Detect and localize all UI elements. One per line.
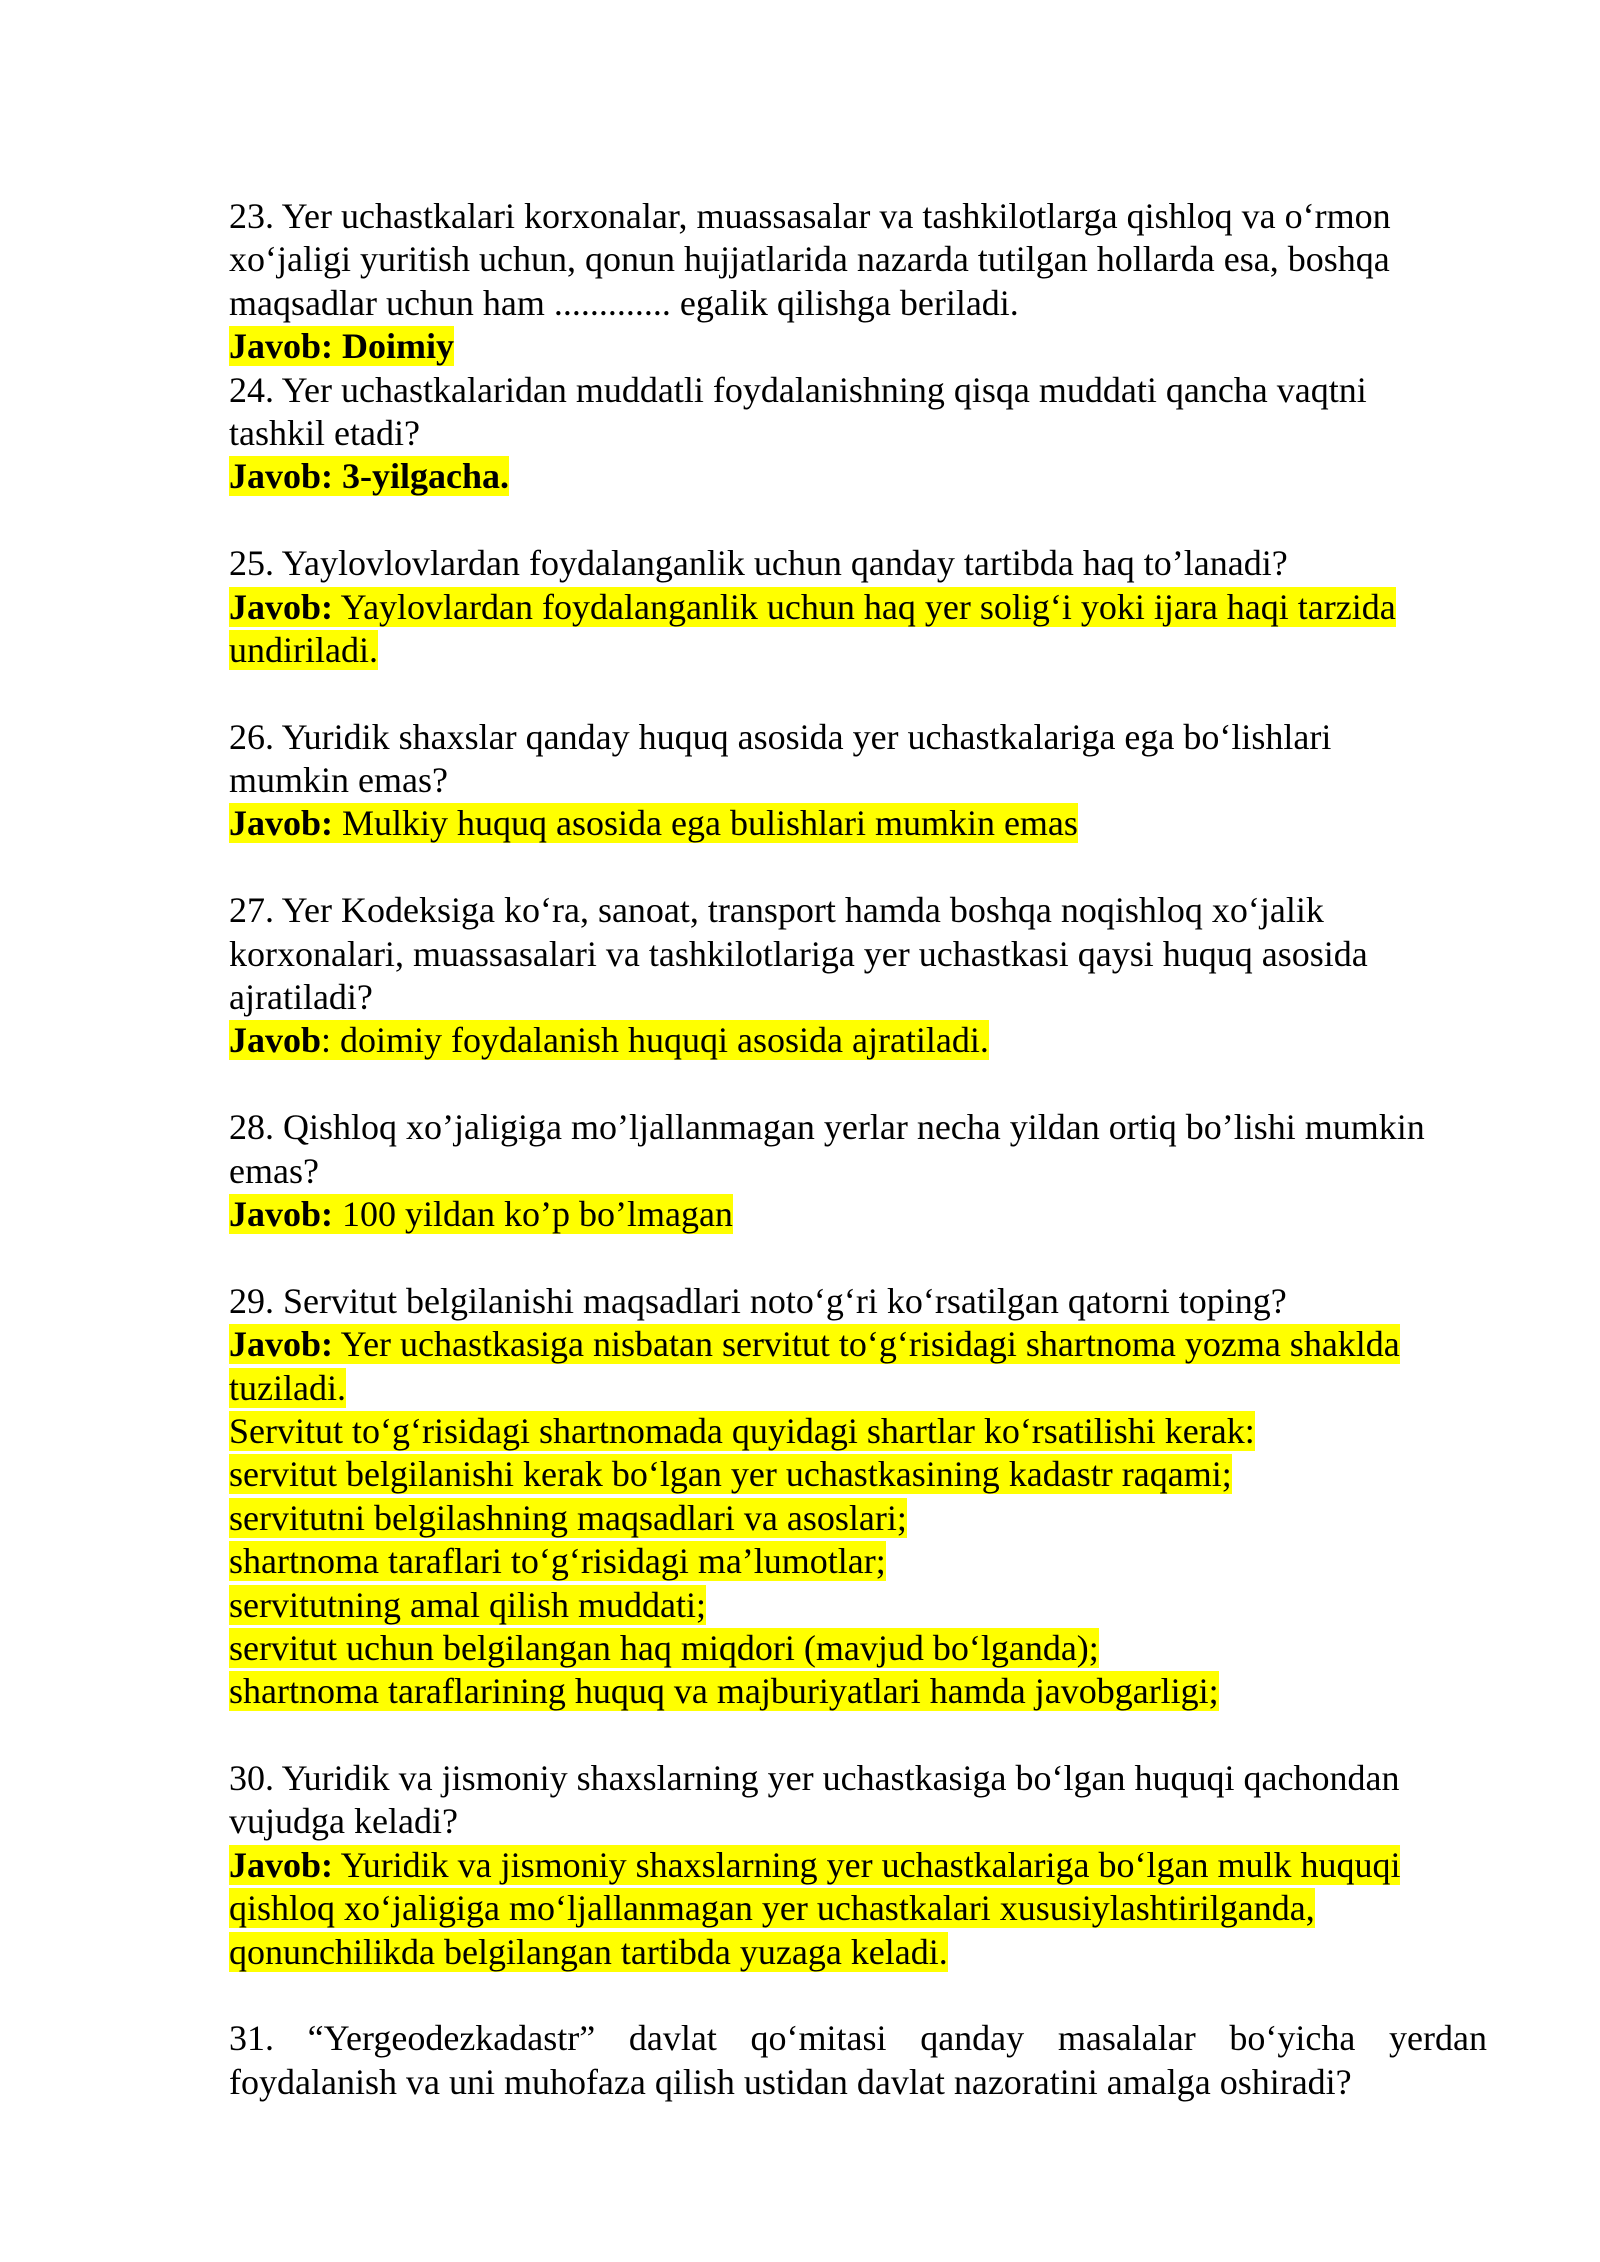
question-23-line-3: maqsadlar uchun ham ............. egalik qilishga beriladi. — [229, 282, 1019, 323]
answer-26-line-1 — [229, 802, 1487, 845]
answer-label: Javob: — [229, 586, 334, 627]
question-28-line-2: emas? — [229, 1150, 319, 1191]
spacer — [229, 846, 1487, 889]
question-29-line-1: 29. Servitut belgilanishi maqsadlari noto‘g‘ri ko‘rsatilgan qatorni toping? — [229, 1280, 1287, 1321]
answer-29-line-8 — [229, 1627, 1487, 1670]
answer-30-text-3: qonunchilikda belgilangan tartibda yuzaga keladi. — [229, 1931, 948, 1972]
answer-28-line-1 — [229, 1193, 1487, 1236]
answer-23 — [229, 325, 1487, 368]
answer-29-text-5: servitutni belgilashning maqsadlari va asoslari; — [229, 1497, 907, 1538]
question-31-line-1: 31. “Yergeodezkadastr” davlat qo‘mitasi qanday masalalar bo‘yicha yerdan — [229, 2018, 1487, 2059]
question-27-line-3: ajratiladi? — [229, 977, 373, 1018]
answer-25-line-1 — [229, 586, 1487, 629]
answer-label: Javob: — [229, 1324, 334, 1365]
question-23-line-2: xo‘jaligi yuritish uchun, qonun hujjatlarida nazarda tutilgan hollarda esa, boshqa — [229, 239, 1390, 280]
answer-26-text-1: Mulkiy huquq asosida ega bulishlari mumkin emas — [333, 803, 1078, 844]
answer-29-line-6 — [229, 1540, 1487, 1583]
answer-29-line-7 — [229, 1584, 1487, 1627]
answer-24 — [229, 455, 1487, 498]
answer-30-line-2 — [229, 1887, 1487, 1930]
spacer — [229, 1236, 1487, 1279]
question-23-line-1: 23. Yer uchastkalari korxonalar, muassasalar va tashkilotlarga qishloq va o‘rmon — [229, 196, 1391, 236]
answer-29-text-2: tuziladi. — [229, 1367, 346, 1408]
question-30-line-2: vujudga keladi? — [229, 1801, 458, 1842]
answer-23-text: Javob: Doimiy — [229, 326, 454, 367]
answer-25-text-1: Yaylovlardan foydalanganlik uchun haq yer solig‘i yoki ijara haqi tarzida — [333, 586, 1396, 627]
question-28-line-1: 28. Qishloq xo’jaligiga mo’ljallanmagan yerlar necha yildan ortiq bo’lishi mumkin — [229, 1107, 1425, 1148]
question-27-line-2: korxonalari, muassasalari va tashkilotlariga yer uchastkasi qaysi huquq asosida — [229, 933, 1368, 974]
answer-29-text-6: shartnoma taraflari to‘g‘risidagi ma’lumotlar; — [229, 1541, 886, 1582]
answer-25-line-2 — [229, 629, 1487, 672]
question-25-line-1: 25. Yaylovlovlardan foydalanganlik uchun qanday tartibda haq to’lanadi? — [229, 543, 1288, 584]
answer-28-text-1: 100 yildan ko’p bo’lmagan — [333, 1193, 733, 1234]
answer-24-text: Javob: 3-yilgacha. — [229, 456, 510, 497]
question-26-line-1: 26. Yuridik shaxslar qanday huquq asosida yer uchastkalariga ega bo‘lishlari — [229, 716, 1332, 757]
question-31-line-2: foydalanish va uni muhofaza qilish ustidan davlat nazoratini amalga oshiradi? — [229, 2061, 1352, 2102]
spacer — [229, 1974, 1487, 2017]
answer-25-text-2: undiriladi. — [229, 629, 378, 670]
answer-29-text-3: Servitut to‘g‘risidagi shartnomada quyidagi shartlar ko‘rsatilishi kerak: — [229, 1410, 1255, 1451]
spacer — [229, 1063, 1487, 1106]
answer-30-line-3 — [229, 1931, 1487, 1974]
answer-29-text-4: servitut belgilanishi kerak bo‘lgan yer uchastkasining kadastr raqami; — [229, 1454, 1232, 1495]
answer-29-line-2 — [229, 1367, 1487, 1410]
answer-29-text-7: servitutning amal qilish muddati; — [229, 1584, 706, 1625]
spacer — [229, 672, 1487, 715]
answer-29-line-3 — [229, 1410, 1487, 1453]
answer-29-text-9: shartnoma taraflarining huquq va majburiyatlari hamda javobgarligi; — [229, 1671, 1219, 1712]
question-26-line-2: mumkin emas? — [229, 760, 448, 801]
answer-label: Javob: — [229, 1844, 334, 1885]
answer-30-text-2: qishloq xo‘jaligiga mo‘ljallanmagan yer uchastkalari xususiylashtirilganda, — [229, 1888, 1315, 1929]
answer-30-line-1 — [229, 1844, 1487, 1887]
answer-label: Javob: — [229, 803, 334, 844]
spacer — [229, 1714, 1487, 1757]
answer-29-line-5 — [229, 1497, 1487, 1540]
answer-29-text-8: servitut uchun belgilangan haq miqdori (mavjud bo‘lganda); — [229, 1627, 1099, 1668]
question-24-line-2: tashkil etadi? — [229, 412, 420, 453]
answer-label: Javob — [229, 1020, 322, 1061]
answer-27-line-1 — [229, 1019, 1487, 1062]
spacer — [229, 499, 1487, 542]
answer-27-text-1: : doimiy foydalanish huquqi asosida ajratiladi. — [321, 1020, 989, 1061]
question-30-line-1: 30. Yuridik va jismoniy shaxslarning yer uchastkasiga bo‘lgan huquqi qachondan — [229, 1758, 1400, 1799]
answer-29-line-9 — [229, 1670, 1487, 1713]
answer-label: Javob: — [229, 1193, 334, 1234]
question-27-line-1: 27. Yer Kodeksiga ko‘ra, sanoat, transport hamda boshqa noqishloq xo‘jalik — [229, 890, 1324, 931]
question-24-line-1: 24. Yer uchastkalaridan muddatli foydalanishning qisqa muddati qancha vaqtni — [229, 369, 1367, 410]
answer-29-text-1: Yer uchastkasiga nisbatan servitut to‘g‘risidagi shartnoma yozma shaklda — [333, 1324, 1400, 1365]
answer-29-line-4 — [229, 1453, 1487, 1496]
answer-29-line-1 — [229, 1323, 1487, 1366]
document-page — [229, 195, 1487, 2104]
answer-30-text-1: Yuridik va jismoniy shaxslarning yer uchastkalariga bo‘lgan mulk huquqi — [333, 1844, 1401, 1885]
